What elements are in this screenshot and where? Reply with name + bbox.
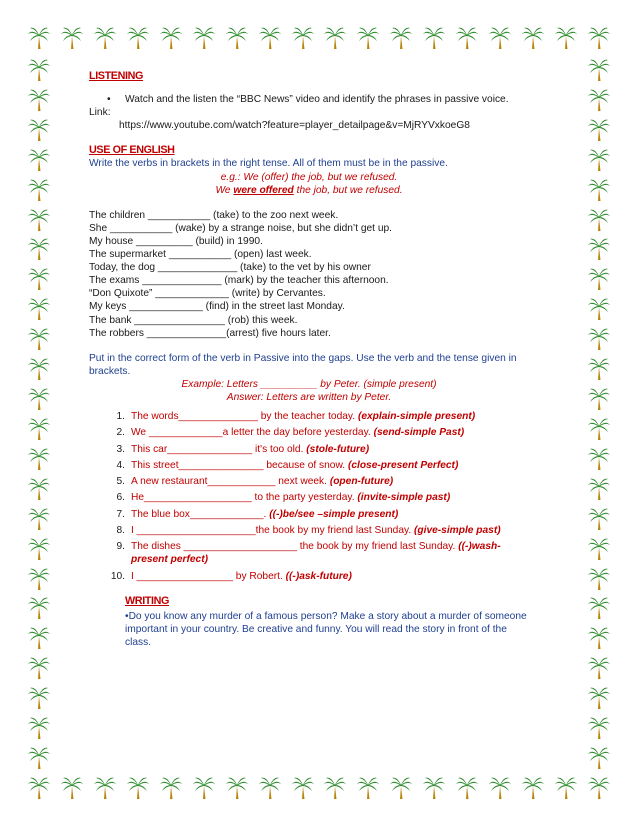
palm-tree-icon xyxy=(28,178,50,202)
exercise-item xyxy=(89,508,529,521)
listening-bullet-text: Watch and the listen the “BBC News” video and identify the phrases in passive voice. xyxy=(125,94,509,106)
exercise-item xyxy=(89,475,529,488)
exercise-body xyxy=(131,570,352,583)
instruction-gaps: Put in the correct form of the verb in Passive into the gaps. Use the verb and the tense given in brackets. xyxy=(89,352,517,377)
listening-heading: LISTENING xyxy=(89,70,143,82)
palm-tree-icon xyxy=(127,26,149,50)
exercise-body xyxy=(131,491,450,504)
palm-tree-icon xyxy=(28,208,50,232)
sentence: My house __________ (build) in 1990. xyxy=(89,235,263,247)
exercise-body xyxy=(131,540,529,566)
palm-tree-icon xyxy=(522,776,544,800)
palm-tree-icon xyxy=(28,118,50,142)
palm-tree-icon xyxy=(28,776,50,800)
exercise-hint: ((-)be/see –simple present) xyxy=(269,508,399,520)
palm-tree-icon xyxy=(28,297,50,321)
exercise-text: The blue box_____________. xyxy=(131,508,270,520)
exercise-number: 4. xyxy=(116,459,125,471)
exercise-hint: (stole-future) xyxy=(306,443,370,455)
sentence: The bank ________________ (rob) this week. xyxy=(89,314,298,326)
palm-tree-icon xyxy=(28,237,50,261)
palm-tree-icon xyxy=(28,686,50,710)
exercise-number: 9. xyxy=(116,541,125,553)
example-answer-bold: were offered xyxy=(233,184,294,196)
worksheet-content xyxy=(89,70,529,649)
palm-tree-icon xyxy=(94,26,116,50)
palm-tree-icon xyxy=(588,357,610,381)
palm-tree-icon xyxy=(357,26,379,50)
palm-tree-icon xyxy=(160,776,182,800)
exercise-text: I _________________ by Robert. xyxy=(131,570,286,582)
palm-tree-icon xyxy=(28,417,50,441)
palm-tree-icon xyxy=(28,387,50,411)
palm-tree-icon xyxy=(588,327,610,351)
exercise-hint: (close-present Perfect) xyxy=(347,459,459,471)
palm-tree-icon xyxy=(555,26,577,50)
palm-tree-icon xyxy=(28,447,50,471)
exercise-body xyxy=(131,459,458,472)
exercise-number: 10. xyxy=(110,570,125,582)
sentence: “Don Quixote” _____________ (write) by Cervantes. xyxy=(89,288,326,300)
exercise-item xyxy=(89,570,529,583)
palm-tree-icon xyxy=(226,26,248,50)
exercise-number: 7. xyxy=(116,508,125,520)
palm-tree-icon xyxy=(193,26,215,50)
palm-tree-icon xyxy=(588,746,610,770)
writing-text: •Do you know any murder of a famous person? Make a story about a murder of someone important in your country. Be creative and funny. You will read the story in front of the class. xyxy=(125,610,527,649)
exercise-item xyxy=(89,491,529,504)
sentences-list xyxy=(89,209,529,340)
palm-tree-icon xyxy=(28,537,50,561)
exercise-item xyxy=(89,524,529,537)
palm-tree-icon xyxy=(226,776,248,800)
palm-tree-icon xyxy=(588,596,610,620)
exercise-body xyxy=(131,426,464,439)
palm-tree-icon xyxy=(588,267,610,291)
palm-tree-icon xyxy=(324,776,346,800)
exercise-text: This street_______________ because of snow. xyxy=(131,459,348,471)
palm-tree-icon xyxy=(588,237,610,261)
exercise-hint: ((-)ask-future) xyxy=(285,570,352,582)
palm-tree-icon xyxy=(489,26,511,50)
exercise-hint: ((-)wash-present perfect) xyxy=(131,541,501,566)
palm-tree-icon xyxy=(489,776,511,800)
palm-tree-icon xyxy=(28,507,50,531)
exercise-text: A new restaurant____________ next week. xyxy=(131,476,330,488)
palm-tree-icon xyxy=(423,776,445,800)
exercise-body xyxy=(131,508,398,521)
exercise-hint: (invite-simple past) xyxy=(357,492,451,504)
exercise-text: He___________________ to the party yesterday. xyxy=(131,492,358,504)
palm-tree-icon xyxy=(28,58,50,82)
exercise-item xyxy=(89,410,529,423)
palm-tree-icon xyxy=(28,88,50,112)
palm-tree-icon xyxy=(588,178,610,202)
exercise-number: 6. xyxy=(116,492,125,504)
palm-tree-icon xyxy=(61,26,83,50)
palm-tree-icon xyxy=(423,26,445,50)
palm-tree-icon xyxy=(588,477,610,501)
palm-tree-icon xyxy=(28,596,50,620)
exercise-text: The dishes ____________________ the book by my friend last Sunday. xyxy=(131,541,459,553)
palm-tree-icon xyxy=(588,58,610,82)
palm-tree-icon xyxy=(259,26,281,50)
example-answer: We were offered the job, but we refused. xyxy=(215,184,403,196)
palm-tree-icon xyxy=(588,417,610,441)
palm-tree-icon xyxy=(94,776,116,800)
exercise-list xyxy=(89,410,529,583)
palm-tree-icon xyxy=(390,776,412,800)
palm-tree-icon xyxy=(28,148,50,172)
palm-tree-icon xyxy=(588,507,610,531)
sentence: The supermarket ___________ (open) last week. xyxy=(89,249,312,261)
exercise-number: 1. xyxy=(116,411,125,423)
exercise-body xyxy=(131,475,393,488)
palm-tree-icon xyxy=(456,26,478,50)
exercise-hint: (send-simple Past) xyxy=(373,427,465,439)
exercise-text: I _____________________the book by my friend last Sunday. xyxy=(131,525,415,537)
exercise-body xyxy=(131,410,475,423)
video-link[interactable]: https://www.youtube.com/watch?feature=player_detailpage&v=MjRYVxkoeG8 xyxy=(119,120,470,132)
palm-tree-icon xyxy=(28,656,50,680)
palm-tree-icon xyxy=(28,327,50,351)
use-of-english-heading: USE OF ENGLISH xyxy=(89,144,175,157)
palm-tree-icon xyxy=(324,26,346,50)
palm-tree-icon xyxy=(588,387,610,411)
palm-tree-icon xyxy=(588,537,610,561)
palm-tree-icon xyxy=(28,716,50,740)
exercise-body xyxy=(131,443,369,456)
answer-letters: Answer: Letters are written by Peter. xyxy=(226,391,392,403)
palm-tree-icon xyxy=(522,26,544,50)
sentence: The exams ______________ (mark) by the teacher this afternoon. xyxy=(89,275,389,287)
exercise-hint: (explain-simple present) xyxy=(357,411,476,423)
palm-tree-icon xyxy=(28,357,50,381)
palm-tree-icon xyxy=(588,88,610,112)
exercise-hint: (open-future) xyxy=(329,476,394,488)
link-label: Link: xyxy=(89,107,111,119)
palm-tree-icon xyxy=(456,776,478,800)
exercise-text: We _____________a letter the day before yesterday. xyxy=(131,427,374,439)
example-question: e.g.: We (offer) the job, but we refused. xyxy=(220,171,398,183)
sentence: She ___________ (wake) by a strange noise, but she didn’t get up. xyxy=(89,222,393,234)
exercise-item xyxy=(89,443,529,456)
palm-tree-icon xyxy=(28,567,50,591)
listening-bullet xyxy=(107,93,529,106)
palm-tree-icon xyxy=(357,776,379,800)
exercise-number: 5. xyxy=(116,476,125,488)
exercise-text: This car_______________ it's too old. xyxy=(131,443,307,455)
palm-tree-icon xyxy=(28,477,50,501)
palm-tree-icon xyxy=(588,656,610,680)
palm-tree-icon xyxy=(390,26,412,50)
palm-tree-icon xyxy=(588,626,610,650)
exercise-number: 3. xyxy=(116,443,125,455)
palm-tree-icon xyxy=(588,297,610,321)
palm-tree-icon xyxy=(588,447,610,471)
palm-tree-icon xyxy=(588,148,610,172)
palm-tree-icon xyxy=(127,776,149,800)
exercise-item xyxy=(89,459,529,472)
exercise-item xyxy=(89,540,529,566)
palm-tree-icon xyxy=(28,626,50,650)
palm-tree-icon xyxy=(588,716,610,740)
palm-tree-icon xyxy=(160,26,182,50)
palm-tree-icon xyxy=(588,567,610,591)
sentence: The robbers ______________(arrest) five hours later. xyxy=(89,327,331,339)
palm-tree-icon xyxy=(588,118,610,142)
instruction-passive: Write the verbs in brackets in the right tense. All of them must be in the passive. xyxy=(89,158,448,170)
exercise-hint: (give-simple past) xyxy=(414,525,501,537)
sentence: My keys _____________ (find) in the street last Monday. xyxy=(89,301,345,313)
writing-heading: WRITING xyxy=(125,594,169,607)
palm-tree-icon xyxy=(588,26,610,50)
palm-tree-icon xyxy=(259,776,281,800)
bullet-icon: • xyxy=(107,94,111,106)
palm-tree-icon xyxy=(28,746,50,770)
palm-tree-icon xyxy=(28,267,50,291)
example-letters: Example: Letters __________ by Peter. (simple present) xyxy=(181,378,437,390)
palm-tree-icon xyxy=(28,26,50,50)
palm-tree-icon xyxy=(588,686,610,710)
exercise-item xyxy=(89,426,529,439)
palm-tree-icon xyxy=(292,776,314,800)
exercise-number: 2. xyxy=(116,427,125,439)
exercise-number: 8. xyxy=(116,525,125,537)
palm-tree-icon xyxy=(555,776,577,800)
palm-tree-icon xyxy=(292,26,314,50)
writing-section xyxy=(125,595,529,649)
sentence: Today, the dog ______________ (take) to the vet by his owner xyxy=(89,262,371,274)
palm-tree-icon xyxy=(588,776,610,800)
exercise-body xyxy=(131,524,501,537)
palm-tree-icon xyxy=(61,776,83,800)
palm-tree-icon xyxy=(588,208,610,232)
sentence: The children ___________ (take) to the zoo next week. xyxy=(89,209,339,221)
exercise-text: The words______________ by the teacher today. xyxy=(131,411,358,423)
palm-tree-icon xyxy=(193,776,215,800)
